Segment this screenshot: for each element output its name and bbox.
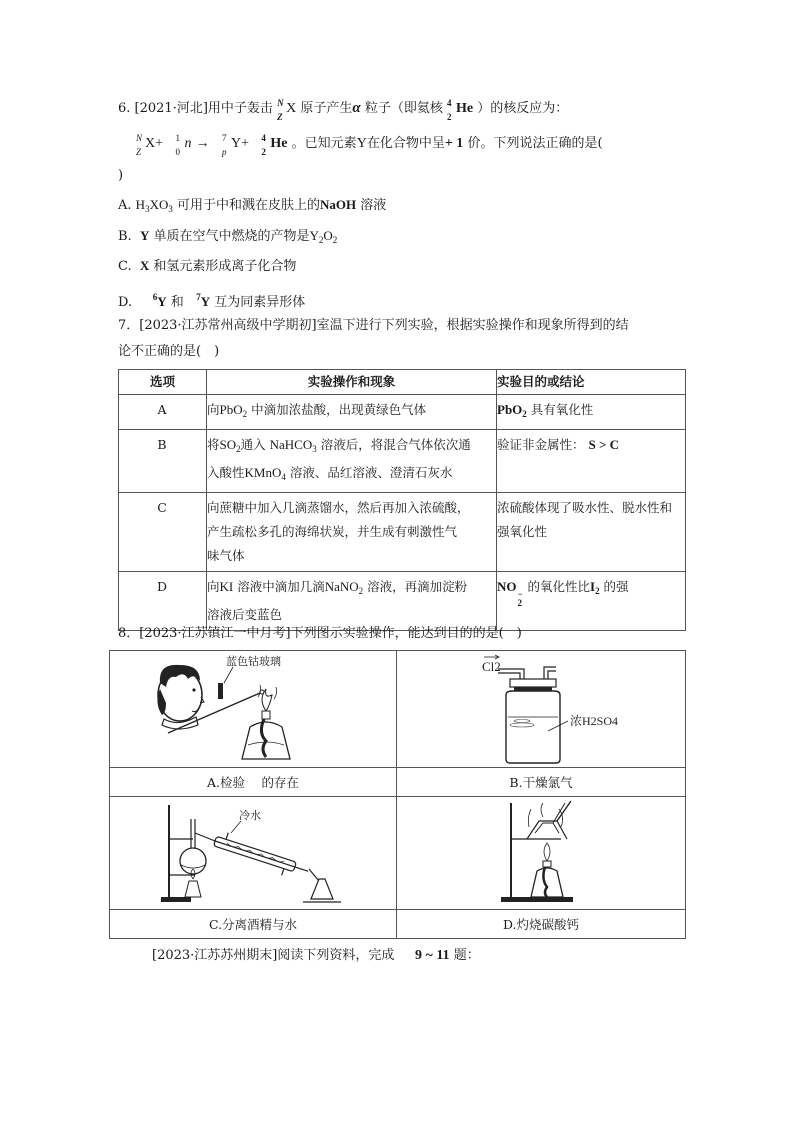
h2so4-label: 浓H2SO4 [570, 714, 619, 728]
helium-nuclide-eq: 4 2 He [261, 133, 288, 157]
nuclide-y7: 7 p Y [221, 133, 242, 157]
table-row: A 向PbO$_2$ 中滴加浓盐酸，出现黄绿色气体 PbO$_2$ 具有氧化性 [119, 395, 686, 430]
question-range: 9 ~ 11 [415, 948, 450, 963]
q6-option-c[interactable]: C. X 和氢元素形成离子化合物 [118, 258, 297, 274]
q6-stem-line1: 6. [2021·河北]用中子轰击 N Z X 原子产生α 粒子（即氦核 4 2 He ）的核反应为： [118, 98, 569, 122]
caption-a: A.检验 的存在 [110, 768, 397, 797]
col-header-operation: 实验操作和现象 [207, 370, 497, 395]
reading-intro: [2023·江苏苏州期末]阅读下列资料，完成 9 ~ 11 题： [152, 948, 480, 963]
q6-close-paren: ) [118, 168, 124, 183]
cobalt-glass-label: 蓝色钴玻璃 [226, 655, 281, 668]
nuclide-x: N Z X [277, 98, 297, 122]
table-header-row [119, 370, 686, 395]
q6-source: [2021·河北] [134, 101, 208, 116]
table-row: C 向蔗糖中加入几滴蒸馏水，然后再加入浓硫酸， 产生疏松多孔的海绵状炭，并生成有刺激性气 味气体 浓硫酸体现了吸水性、脱水性和 强氧化性 [119, 493, 686, 572]
table-row: D 向KI 溶液中滴加几滴NaNO$_2$ 溶液，再滴加淀粉 溶液后变蓝色 NO − 2 的氧化性比$I_2$ 的强 [119, 572, 686, 631]
q6-option-b[interactable]: B. Y 单质在空气中燃烧的产物是$Y_2O_2$ [118, 228, 338, 245]
formula-h3xo3: $H_3XO_3$ [135, 197, 173, 214]
col-header-option: 选项 [119, 370, 207, 395]
cold-water-label: 冷水 [239, 809, 261, 822]
q7-stem-line1: 7．[2023·江苏常州高级中学期初]室温下进行下列实验，根据实验操作和现象所得到的结 [118, 318, 629, 333]
figure-a-flame-test [110, 651, 397, 768]
caption-b: B.干燥氯气 [397, 768, 686, 797]
neutron: 1 0 n [175, 133, 192, 157]
q8-figure-table [109, 650, 686, 939]
caption-c: C.分离酒精与水 [110, 910, 397, 939]
q6-option-a[interactable]: A. $H_3XO_3$ 可用于中和溅在皮肤上的NaOH 溶液 [118, 197, 387, 214]
q6-equation-line: N Z X+ 1 0 n → 7 p Y+ 4 2 He 。已知元素Y在化合物中呈+ 1 价。下列说法正确的是( [136, 133, 603, 157]
q6-option-d[interactable]: D. $^6$Y 和 $^7$Y 互为同素异形体 [118, 292, 306, 310]
reaction-arrow: → [195, 136, 210, 151]
formula-y2o2: $Y_2O_2$ [309, 228, 338, 245]
figure-d-crucible-heating [397, 797, 686, 910]
q6-text: 用中子轰击 [207, 101, 273, 116]
q7-table [118, 369, 686, 631]
helium-nuclide: 4 2 He [446, 98, 474, 122]
caption-d: D.灼烧碳酸钙 [397, 910, 686, 939]
figure-b-gas-drying-bottle [397, 651, 686, 768]
alpha-symbol: α [352, 100, 361, 116]
q6-number: 6. [118, 101, 131, 116]
table-row: B 将$SO_2$通入 NaHCO$_3$ 溶液后，将混合气体依次通 入酸性KMnO$_4$ 溶液、品红溶液、澄清石灰水 验证非金属性： S > C [119, 430, 686, 493]
figure-c-distillation [110, 797, 397, 910]
cl2-label: Cl2 [482, 659, 501, 674]
q8-stem: 8．[2023·江苏镇江一中月考]下列图示实验操作，能达到目的的是( ) [118, 626, 522, 641]
col-header-conclusion: 实验目的或结论 [497, 370, 686, 395]
q7-stem-line2: 论不正确的是( ) [118, 344, 220, 359]
nuclide-x-eq: N Z X [136, 133, 156, 157]
charge-value: + 1 [444, 136, 464, 151]
